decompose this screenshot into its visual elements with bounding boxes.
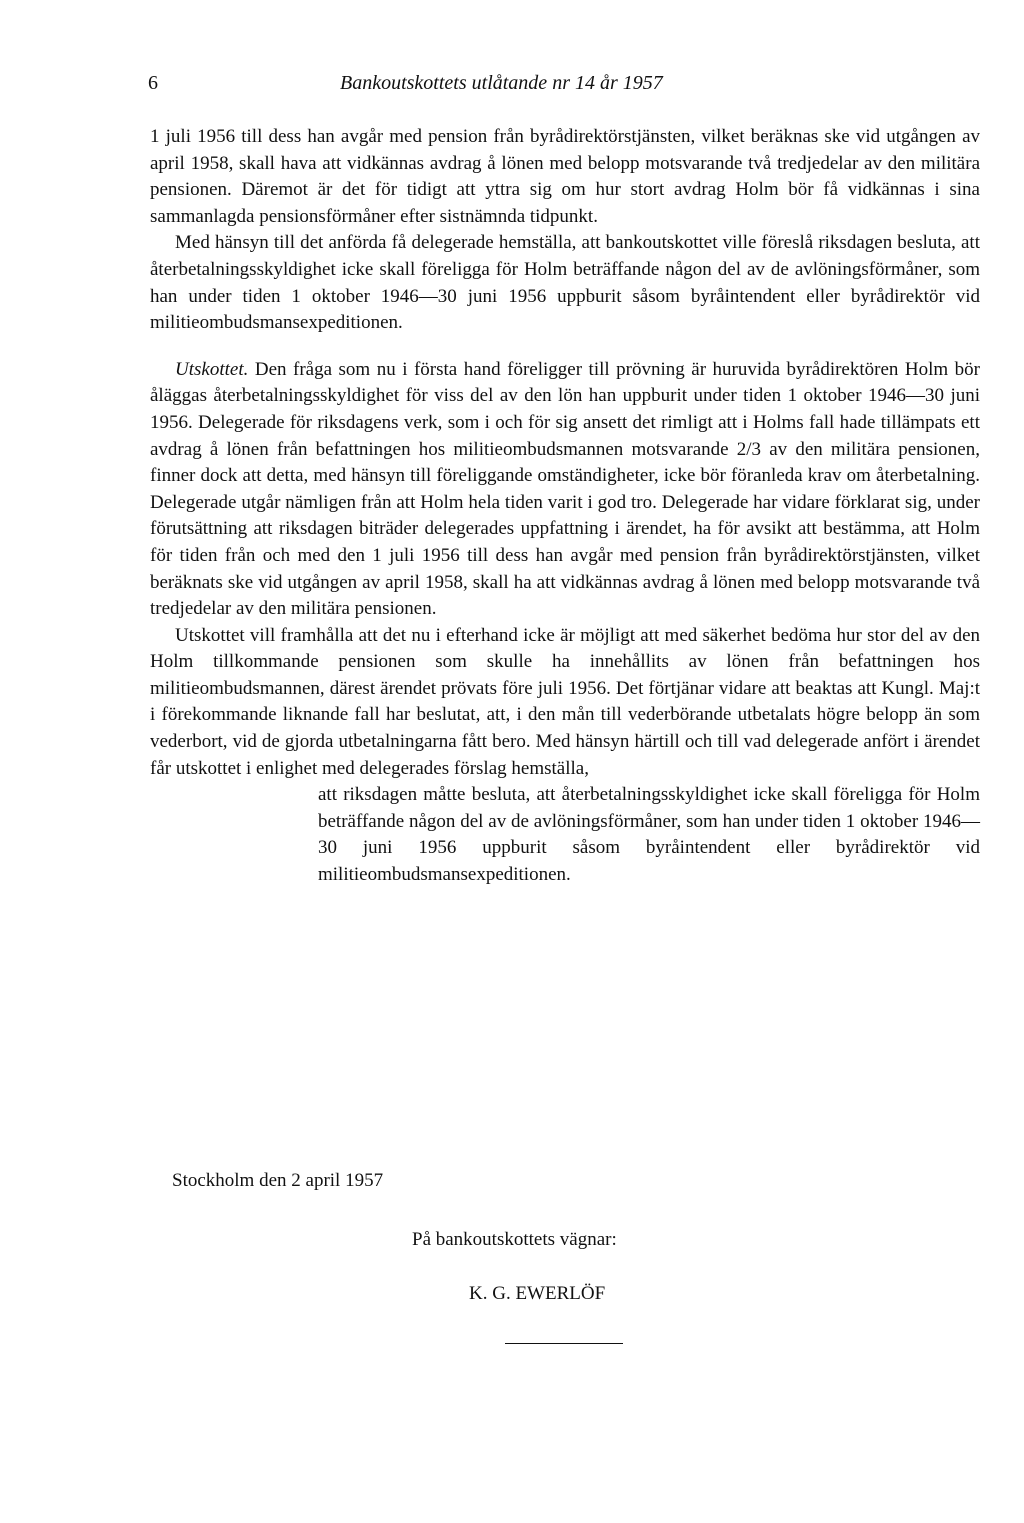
paragraph-delegates-request: Med hänsyn till det anförda få delegerade hemställa, att bankoutskottet ville föreslå riksdagen besluta, att återbetalningsskyldighet icke skall föreligga för Holm beträffande någon del av de avlöningsförmåner, som han under tiden 1 oktober 1946—30 juni 1956 uppburit såsom byråintendent eller byrådirektör vid militieombudsmansexpeditionen. xyxy=(150,232,980,334)
paragraph-committee-conclusion: Utskottet vill framhålla att det nu i efterhand icke är möjligt att med säkerhet bedöma hur stor del av den Holm tillkommande pensionen som skulle ha innehållits av lönen från befattningen hos militieombudsmannen, därest ärendet prövats före juli 1956. Det förtjänar vidare att beaktas att Kungl. Maj:t i förekommande liknande fall har beslutat, att, i den mån till vederbörande utbetalats högre belopp än som vederbort, vid de gjorda utbetalningarna fått bero. Med hänsyn härtill och till vad delegerade anfört i ärendet får utskottet i enlighet med delegerades förslag hemställa, xyxy=(150,624,980,779)
proposal-clause: att riksdagen måtte besluta, att återbetalningsskyldighet icke skall föreligga för Holm beträffande någon del av de avlöningsförmåner, som han under tiden 1 oktober 1946—30 juni 1956 uppburit såsom byråintendent eller byrådirektör vid militieombudsmansexpeditionen. xyxy=(318,784,980,886)
committee-opinion-text: Den fråga som nu i första hand föreligger till prövning är huruvida byrådirektören Holm bör åläggas återbetalningsskyldighet för viss del av den lön han uppburit under tiden 1 oktober 1946—30 juni 1956. Delegerade för riksdagens verk, som i och för sig ansett det rimligt att i Holms fall hade tillämpats ett avdrag å lönen från befattningen hos militieombudsmannen motsvarande 2/3 av den militära pensionen, finner dock att detta, med hänsyn till föreliggande omständigheter, icke bör föranleda krav om återbetalning. Delegerade utgår nämligen från att Holm hela tiden varit i god tro. Delegerade har vidare förklarat sig, under förutsättning att riksdagen biträder delegerades uppfattning i ärendet, ha för avsikt att bestämma, att Holm för tiden från och med den 1 juli 1956 till dess han avgår med pension från byrådirektörstjänsten, vilket beräknats ske vid utgången av april 1958, skall ha att vidkännas avdrag å lönen med belopp motsvarande två tredjedelar av den militära pensionen. xyxy=(150,358,980,620)
paragraph-committee-opinion xyxy=(150,357,980,623)
paragraph-continuation: 1 juli 1956 till dess han avgår med pension från byrådirektörstjänsten, vilket beräknas ske vid utgången av april 1958, skall hava att vidkännas avdrag å lönen med belopp motsvarande två tredjedelar av den militära pensionen. Däremot är det för tidigt att yttra sig om hur stort avdrag Holm bör få vidkännas i sina sammanlagda pensionsförmåner efter sistnämnda tidpunkt. xyxy=(150,126,980,227)
document-body xyxy=(150,124,980,889)
closing-rule xyxy=(505,1343,623,1344)
page-number: 6 xyxy=(148,72,158,94)
signature-name: K. G. EWERLÖF xyxy=(469,1283,606,1304)
running-title: Bankoutskottets utlåtande nr 14 år 1957 xyxy=(340,72,663,94)
place-date: Stockholm den 2 april 1957 xyxy=(172,1170,384,1191)
section-heading-utskottet: Utskottet. xyxy=(175,358,249,380)
on-behalf-line: På bankoutskottets vägnar: xyxy=(412,1229,617,1250)
